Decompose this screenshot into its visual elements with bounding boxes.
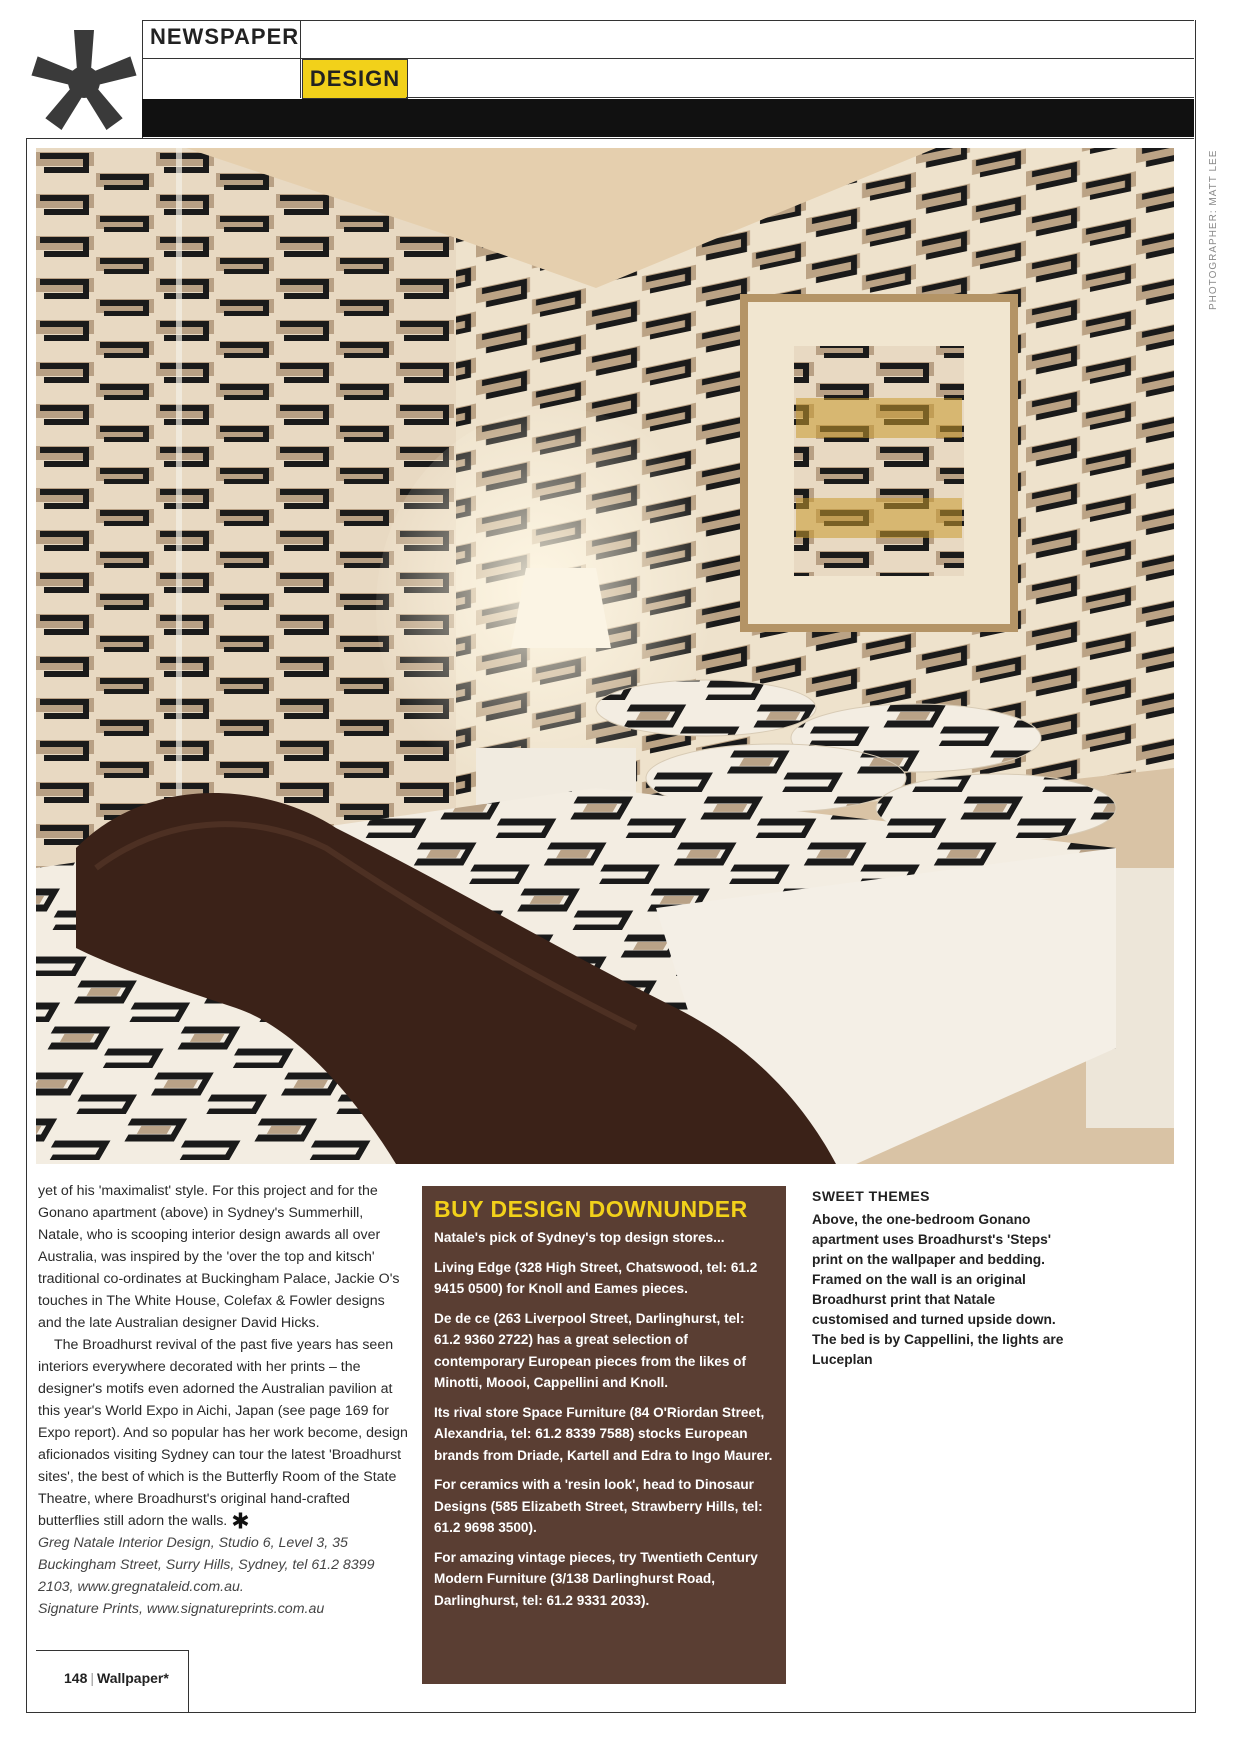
photo-caption [812, 1186, 1072, 1370]
bedroom-photo [36, 148, 1174, 1164]
asterisk-logo [26, 20, 142, 138]
article-paragraph [38, 1334, 408, 1532]
page-number: 148 [64, 1670, 88, 1686]
caption-text: Above, the one-bedroom Gonano apartment uses Broadhurst's 'Steps' print on the wallpaper and bedding. Framed on the wall is an original Broadhurst print that Natale customised and turned upside down. The bed is by Cappellini, the lights are Luceplan [812, 1212, 1064, 1367]
footer-divider: | [90, 1670, 94, 1686]
section-label: NEWSPAPER [150, 24, 300, 49]
sidebar-item: For amazing vintage pieces, try Twentieth Century Modern Furniture (3/138 Darlinghurst Road, Darlinghurst, tel: 61.2 9331 2033). [434, 1549, 758, 1608]
sidebar-title: BUY DESIGN DOWNUNDER [434, 1196, 748, 1222]
sidebar-item: For ceramics with a 'resin look', head to Dinosaur Designs (585 Elizabeth Street, Strawberry Hills, tel: 61.2 9698 3500). [434, 1477, 763, 1535]
photo-credit: PHOTOGRAPHER: MATT LEE [1208, 149, 1219, 310]
magazine-name: Wallpaper* [97, 1670, 169, 1686]
sidebar-intro: Natale's pick of Sydney's top design stores... [434, 1230, 725, 1245]
category-tag: DESIGN [302, 59, 408, 99]
article-text: The Broadhurst revival of the past five years has seen interiors everywhere decorated with her prints – the designer's motifs even adorned the Australian pavilion at this year's World Expo in Aichi, Japan (see page 169 for Expo report). And so popular has her work become, design aficionados visiting Sydney can tour the latest 'Broadhurst sites', the best of which is the Butterfly Room of the State Theatre, where Broadhurst's original hand-crafted butterflies still adorn the walls. [38, 1337, 408, 1529]
header-black-bar [142, 99, 1194, 137]
header-bottom-rule [26, 138, 1194, 139]
asterisk-icon [26, 20, 142, 138]
contact-info: Signature Prints, www.signatureprints.com.au [38, 1601, 325, 1618]
header-divider [300, 20, 301, 98]
article-body [38, 1180, 408, 1620]
page-footer [64, 1670, 169, 1686]
sidebar-item: Living Edge (328 High Street, Chatswood, tel: 61.2 9415 0500) for Knoll and Eames pieces. [434, 1259, 758, 1296]
sidebar-item: Its rival store Space Furniture (84 O'Riordan Street, Alexandria, tel: 61.2 8339 7588) stocks European brands from Driade, Kartell and Edra to Ingo Maurer. [434, 1404, 773, 1463]
contact-info: Greg Natale Interior Design, Studio 6, Level 3, 35 Buckingham Street, Surry Hills, Sydney, tel 61.2 8399 2103, www.gregnataleid.com.au. [38, 1535, 375, 1596]
end-mark-icon: ✱ [231, 1508, 250, 1534]
caption-title: SWEET THEMES [812, 1188, 931, 1204]
sidebar-item: De de ce (263 Liverpool Street, Darlinghurst, tel: 61.2 9360 2722) has a great selection of contemporary European pieces from the likes of Minotti, Moooi, Cappellini and Knoll. [434, 1310, 746, 1390]
article-paragraph: yet of his 'maximalist' style. For this project and for the Gonano apartment (above) in Sydney's Summerhill, Natale, who is scooping interior design awards all over Australia, was inspired by the 'over the top and kitsch' traditional co-ordinates at Buckingham Palace, Jackie O's touches in The White House, Colefax & Fowler designs and the late Australian designer David Hicks. [38, 1183, 400, 1331]
header-rule [406, 97, 1194, 98]
buy-design-sidebar [422, 1186, 786, 1684]
